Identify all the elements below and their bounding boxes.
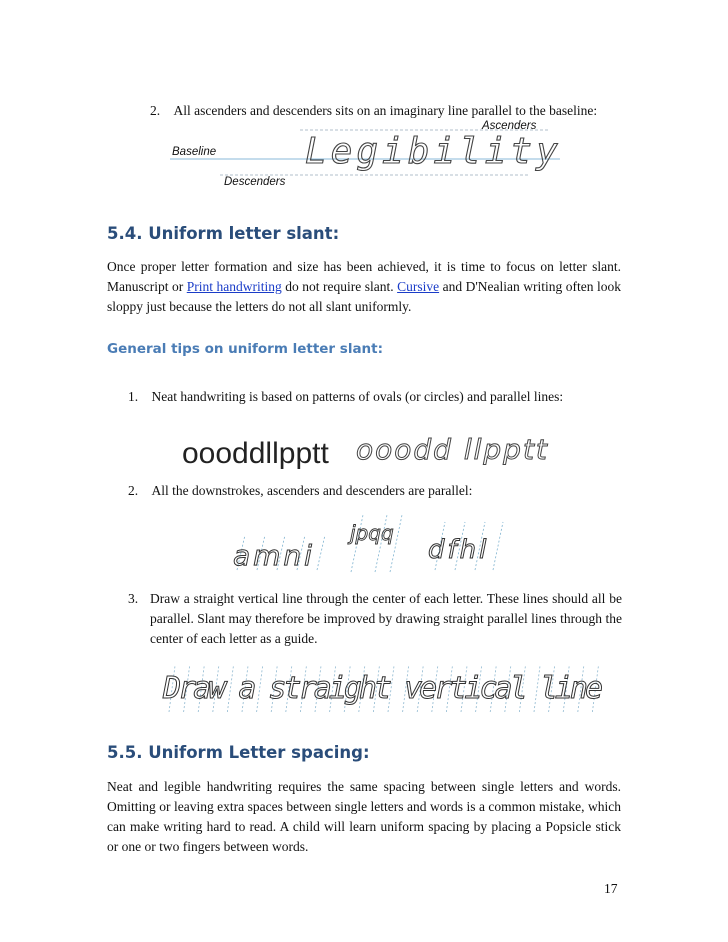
list-number: 2. — [150, 103, 161, 118]
slant-sample: ooodd llpptt — [356, 433, 549, 466]
list-item-downstrokes — [128, 481, 472, 500]
list-text: Draw a straight vertical line through the center of each letter. These lines should all be parallel. Slant may therefore be improved by drawing straight parallel lines through the center of each letter as a guide. — [150, 591, 622, 646]
list-text: All the downstrokes, ascenders and descenders are parallel: — [151, 483, 473, 498]
list-number: 1. — [128, 389, 139, 404]
parallel-strokes-figure — [225, 510, 515, 575]
parallel-sample-b: jpqq — [350, 521, 394, 545]
print-sample: oooddllpptt — [182, 437, 329, 470]
ovals-figure — [180, 425, 560, 475]
paragraph-letter-slant — [107, 257, 621, 317]
link-print-handwriting[interactable]: Print handwriting — [186, 279, 282, 294]
list-number: 3. — [128, 591, 139, 606]
section-heading-uniform-slant: 5.4. Uniform letter slant: — [107, 224, 340, 243]
guide-lines-figure — [155, 660, 615, 715]
list-item-ovals — [128, 387, 563, 406]
paragraph-text: Once proper letter formation and size has been achieved, it is time to focus on letter slant. Manuscript or — [107, 259, 621, 294]
parallel-sample-c: dfhl — [428, 535, 490, 565]
list-item-vertical-line — [128, 589, 622, 649]
label-baseline: Baseline — [172, 146, 217, 158]
paragraph-text: do not require slant. — [281, 279, 398, 294]
paragraph-letter-spacing: Neat and legible handwriting requires the same spacing between single letters and words. Omitting or leaving extra spaces between single letters and words is a common mistake, which can make writing hard to read. A child will learn uniform spacing by placing a Popsicle stick or one or two fingers between words. — [107, 779, 621, 854]
paragraph-text: and D'Nealian writing often look sloppy just because the letters do not all slant uniformly. — [107, 279, 622, 314]
subheading-general-tips: General tips on uniform letter slant: — [107, 341, 384, 357]
label-ascenders: Ascenders — [482, 120, 537, 132]
guide-sample: Draw a straight vertical line — [163, 671, 603, 706]
parallel-sample-a: amni — [233, 539, 315, 572]
label-descenders: Descenders — [224, 176, 286, 188]
list-text: All ascenders and descenders sits on an imaginary line parallel to the baseline: — [173, 103, 598, 118]
list-text: Neat handwriting is based on patterns of ovals (or circles) and parallel lines: — [151, 389, 564, 404]
legibility-figure — [150, 115, 570, 195]
link-cursive[interactable]: Cursive — [397, 279, 440, 294]
list-number: 2. — [128, 483, 139, 498]
page-number: 17 — [604, 881, 618, 896]
section-heading-letter-spacing: 5.5. Uniform Letter spacing: — [107, 743, 370, 762]
legibility-word: Legibility — [305, 131, 562, 172]
